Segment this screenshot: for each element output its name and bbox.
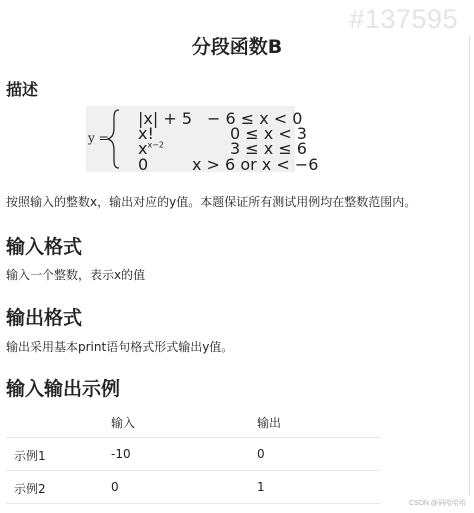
case-cond-2: 0 ≤ x < 3	[230, 124, 307, 143]
left-brace	[108, 110, 119, 168]
table-header-row	[6, 405, 380, 438]
case-expr-3: $x^{x-2}$	[138, 139, 164, 158]
example-output: 0	[257, 447, 265, 461]
example-input: 0	[111, 480, 119, 494]
example-label: 示例2	[14, 482, 46, 496]
output-format-heading: 输出格式	[6, 307, 83, 329]
page-title: 分段函数B	[191, 36, 283, 58]
formula-image	[86, 106, 319, 174]
header-cell-output: 输出	[257, 416, 282, 430]
page-edge	[469, 36, 470, 496]
footer-credit: CSDN @码哈哈哈	[409, 500, 466, 507]
case-cond-3: 3 ≤ x ≤ 6	[230, 139, 307, 158]
formula-lhs: y =	[88, 131, 109, 145]
case-expr-2: x!	[138, 124, 154, 143]
header-cell-input: 输入	[111, 416, 136, 430]
watermark: #137595	[349, 4, 458, 34]
example-output: 1	[257, 480, 265, 494]
description-heading: 描述	[6, 80, 39, 99]
case-expr-1: |x| + 5	[138, 109, 193, 128]
input-format-heading: 输入格式	[6, 236, 83, 258]
example-label: 示例1	[14, 449, 46, 463]
example-input: -10	[111, 447, 131, 461]
table-row	[6, 471, 380, 504]
case-cond-1: − 6 ≤ x < 0	[207, 109, 303, 128]
case-expr-4: 0	[138, 155, 149, 174]
description-text: 按照输入的整数x，输出对应的y值。本题保证所有测试用例均在整数范围内。	[6, 195, 417, 209]
examples-heading: 输入输出示例	[6, 378, 121, 400]
output-format-text: 输出采用基本print语句格式形式输出y值。	[6, 340, 234, 354]
case-cond-4: x > 6 or x < −6	[192, 155, 319, 174]
input-format-text: 输入一个整数，表示x的值	[6, 268, 146, 282]
examples-table	[6, 405, 380, 504]
table-row	[6, 438, 380, 471]
